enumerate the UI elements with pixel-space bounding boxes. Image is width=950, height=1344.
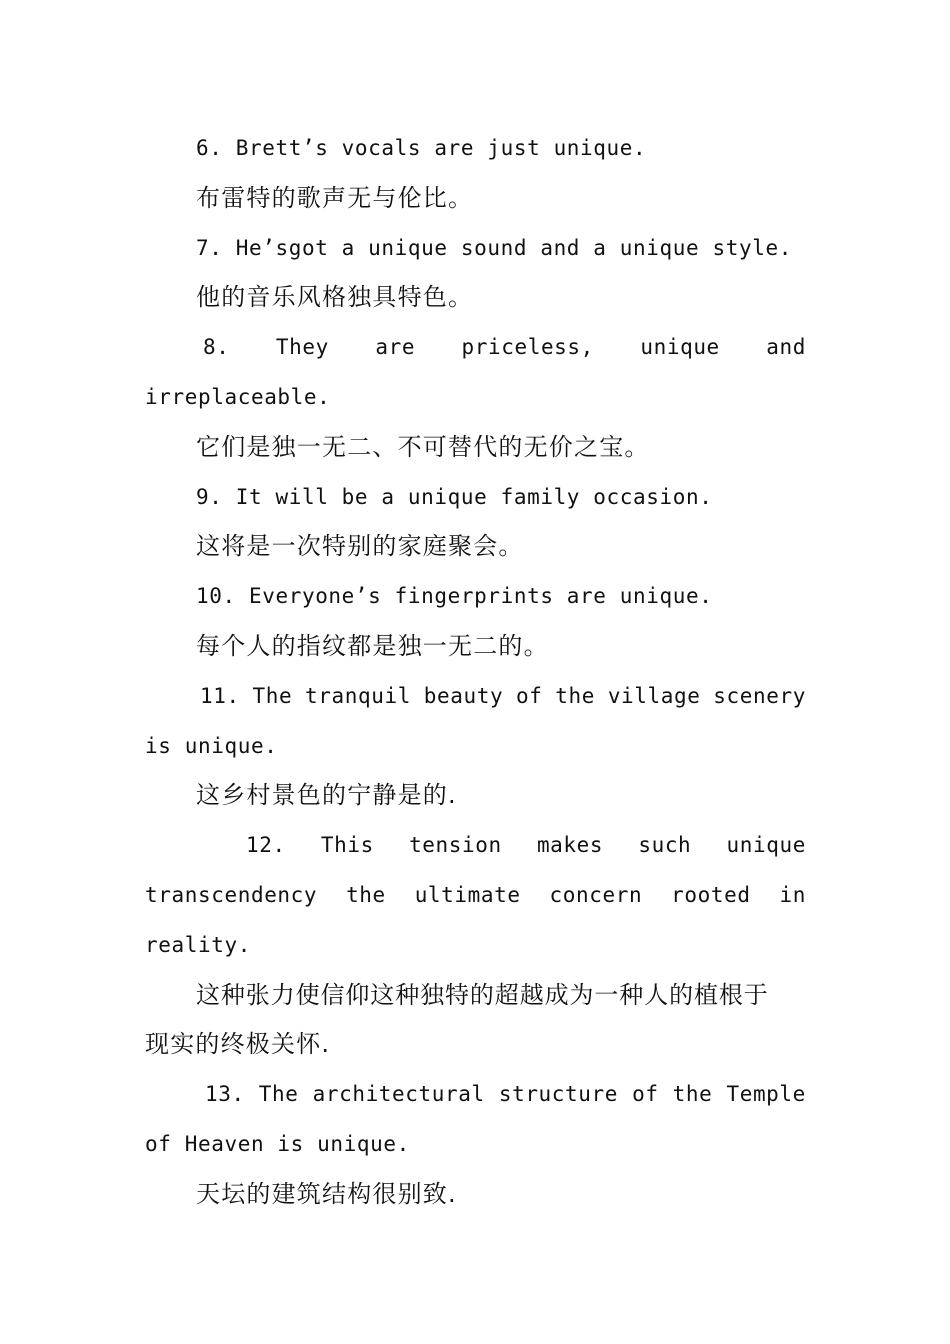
word: structure: [498, 1082, 619, 1107]
sentence-6-english: 6. Brett’s vocals are just unique.: [196, 136, 647, 160]
word: Temple: [726, 1082, 806, 1107]
sentence-12-chinese-line2: 现实的终极关怀.: [145, 1030, 331, 1059]
word: of: [516, 683, 543, 708]
word: The: [258, 1082, 299, 1107]
word: tranquil: [305, 683, 411, 708]
sentence-13-english-line2: of Heaven is unique.: [145, 1131, 410, 1156]
word: 12.: [246, 833, 286, 858]
sentence-12-english-line1: [145, 821, 806, 871]
word: the: [555, 683, 596, 708]
word: of: [632, 1082, 659, 1107]
word: and: [766, 335, 806, 360]
word: scenery: [713, 683, 806, 708]
sentence-12-chinese-line1: 这种张力使信仰这种独特的超越成为一种人的植根于: [196, 980, 769, 1009]
sentence-9-chinese: 这将是一次特别的家庭聚会。: [196, 532, 524, 561]
word: ultimate: [414, 882, 521, 907]
sentence-10-english: 10. Everyone’s fingerprints are unique.: [196, 584, 713, 609]
word: makes: [536, 833, 604, 858]
word: priceless,: [461, 335, 594, 360]
sentence-9-english: 9. It will be a unique family occasion.: [196, 484, 713, 509]
word: transcendency: [145, 882, 318, 907]
word: concern: [549, 882, 643, 907]
word: architectural: [312, 1082, 485, 1107]
word: are: [375, 335, 416, 360]
word: They: [275, 335, 329, 360]
sentence-11-english-line1: [145, 672, 806, 722]
sentence-8-english-line1: [145, 323, 806, 373]
word: 13.: [205, 1082, 245, 1107]
sentence-6-chinese: 布雷特的歌声无与伦比。: [196, 183, 474, 212]
word: in: [779, 882, 806, 907]
word: 8.: [203, 335, 230, 360]
word: The: [252, 683, 293, 708]
document-body: [145, 124, 806, 1220]
sentence-13-chinese: 天坛的建筑结构很别致.: [196, 1179, 457, 1208]
word: unique: [640, 335, 720, 360]
sentence-11-chinese: 这乡村景色的宁静是的.: [196, 781, 457, 810]
sentence-11-english-line2: is unique.: [145, 733, 278, 758]
word: the: [672, 1082, 713, 1107]
word: rooted: [671, 882, 751, 907]
word: village: [607, 683, 701, 708]
word: 11.: [200, 683, 240, 708]
sentence-7-english: 7. He’sgot a unique sound and a unique style.: [196, 235, 792, 260]
word: This: [320, 833, 374, 858]
sentence-10-chinese: 每个人的指纹都是独一无二的。: [196, 631, 549, 660]
sentence-7-chinese: 他的音乐风格独具特色。: [196, 283, 474, 312]
sentence-8-english-line2: irreplaceable.: [145, 384, 331, 409]
sentence-12-english-line2: [145, 871, 806, 921]
word: beauty: [423, 683, 504, 708]
sentence-13-english-line1: [145, 1070, 806, 1120]
word: such: [638, 833, 692, 858]
sentence-8-chinese: 它们是独一无二、不可替代的无价之宝。: [196, 432, 650, 461]
word: unique: [726, 833, 806, 858]
sentence-12-english-line3: reality.: [145, 932, 251, 957]
word: the: [346, 882, 386, 907]
word: tension: [409, 833, 502, 858]
